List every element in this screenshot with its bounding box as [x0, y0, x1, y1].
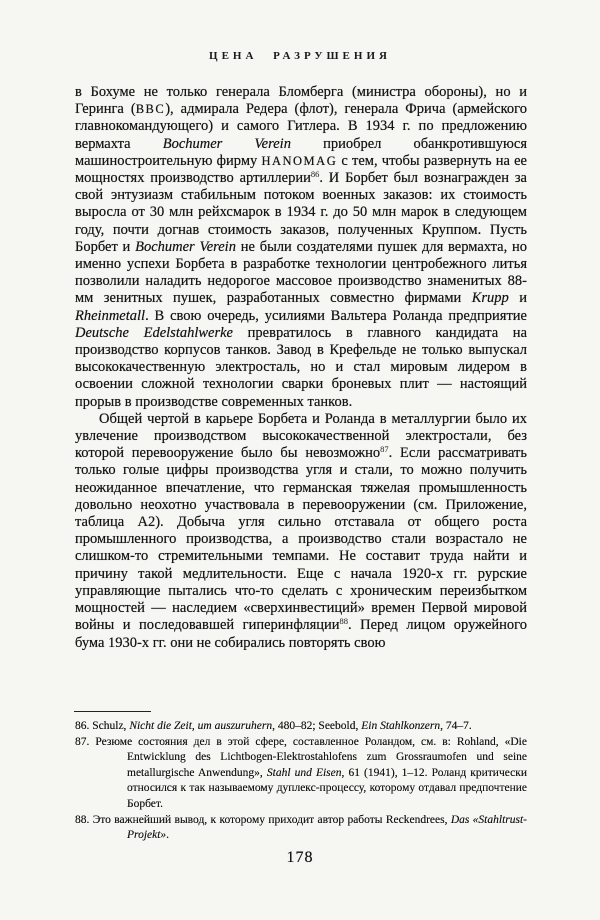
paragraph [75, 411, 527, 652]
text-run: 87. Резюме состояния дел в этой сфере, составленное Роландом, см. в: Rohland, «Die Entwicklung des Lichtbogen-Elektrostahlofens zum Grossraumofen und seine metallurgische Anwendung», [75, 735, 527, 779]
text-run: Rheinmetall [75, 307, 146, 324]
text-run: ВВС [135, 102, 166, 117]
text-run: с тем, чтобы развернуть на ее мощностях производство артиллерии [75, 152, 527, 187]
footnote-marker: 87 [380, 444, 389, 455]
text-run: HANOMAG [261, 153, 338, 168]
text-run: Stahl und Eisen [266, 766, 342, 779]
text-run: Ein Stahlkonzern [361, 720, 441, 732]
footnote-88 [75, 813, 527, 844]
text-run: Das «Stahltrust-Projekt» [127, 813, 527, 842]
footnote-marker: 88 [339, 616, 349, 627]
footnotes-block [75, 719, 527, 844]
running-head: ЦЕНА РАЗРУШЕНИЯ [209, 50, 391, 62]
text-run: 88. Это важнейший вывод, к которому приходит автор работы Reckendrees, [75, 813, 451, 826]
text-run: Krupp [471, 290, 509, 307]
footnote-86 [75, 719, 527, 735]
text-run: 86. Schulz, [75, 720, 130, 732]
text-run: ), адмирала Редера (флот), генерала Фрича (армейского главнокомандующего) и самого Гитлера. В 1934 г. по предложению вермахта [75, 101, 527, 152]
footnote-marker: 86 [310, 169, 320, 180]
page-number: 178 [286, 849, 314, 866]
footnote-divider [74, 711, 151, 712]
footnote-87 [75, 735, 527, 813]
text-run: . Перед лицом оружейного бума 1930-х гг. они не собирались повторять свою [75, 617, 527, 651]
text-run: , 61 (1941), 1–12. Роланд критически относился к так называемому дуплекс-процессу, которому отдавал предпочтение Борбет. [127, 766, 527, 810]
text-run: . Если рассматривать только голые цифры производства угля и стали, то можно получить неожиданное впечатление, что германская тяжелая промышленность довольно неохотно участвовала в перевооружении (см. Приложение, таблица А2). Добыча угля сильно отставала от общего роста промышленного производства, а производство стали возрастало не слишком-то стремительными темпами. Не составит труда найти и причину такой медлительности. Еще с начала 1920-х гг. рурские управляющие пытались что-то сделать с хроническим переизбытком мощностей — наследием «сверхинвестиций» времен Первой мировой войны и последовавшей гиперинфляции [75, 445, 527, 634]
text-run: , 74–7. [440, 720, 472, 732]
text-run: . И Борбет был вознагражден за свой энтузиазм стабильным потоком военных заказов: их стоимость выросла от 30 млн рейхсмарок в 1934 г. до 50 млн марок в следующем году, почти догнав стоимость заказов, полученных Круппом. Пусть Борбет и [75, 170, 527, 255]
text-run: в Бохуме не только генерала Бломберга (министра обороны), но и Геринга ( [75, 84, 527, 118]
text-run: Bochumer Verein [135, 238, 236, 255]
text-run: Nicht die Zeit, um auszuruhern [129, 720, 273, 732]
text-run: и [508, 290, 527, 307]
text-run: Общей чертой в карьере Борбета и Роланда в металлургии было их увлечение производством высококачественной электростали, без которой перевооружение было бы невозможно [75, 410, 527, 462]
text-run: превратилось в главного кандидата на производство корпусов танков. Завод в Крефельде не только выпускал высококачественную электросталь, но и стал мировым лидером в освоении сложной технологии сварки броневых плит — настоящий прорыв в производстве современных танков. [75, 324, 527, 410]
paragraph [75, 84, 527, 411]
text-run: Deutsche Edelstahlwerke [75, 324, 233, 341]
text-run: . В свою очередь, усилиями Вальтера Роланда предприятие [145, 307, 527, 324]
text-run: не были создателями пушек для вермахта, но именно успехи Борбета в разработке технологии центробежного литья позволили наладить недорогое массовое производство знаменитых 88-мм зенитных пушек, разработанных совместно фирмами [75, 238, 527, 307]
text-run: приобрел обанкротившуюся машиностроительную фирму [75, 135, 527, 169]
text-run: , 480–82; Seebold, [272, 720, 362, 732]
text-run: . [166, 829, 170, 842]
text-run: Bochumer Verein [162, 135, 291, 152]
body-text [75, 84, 527, 708]
